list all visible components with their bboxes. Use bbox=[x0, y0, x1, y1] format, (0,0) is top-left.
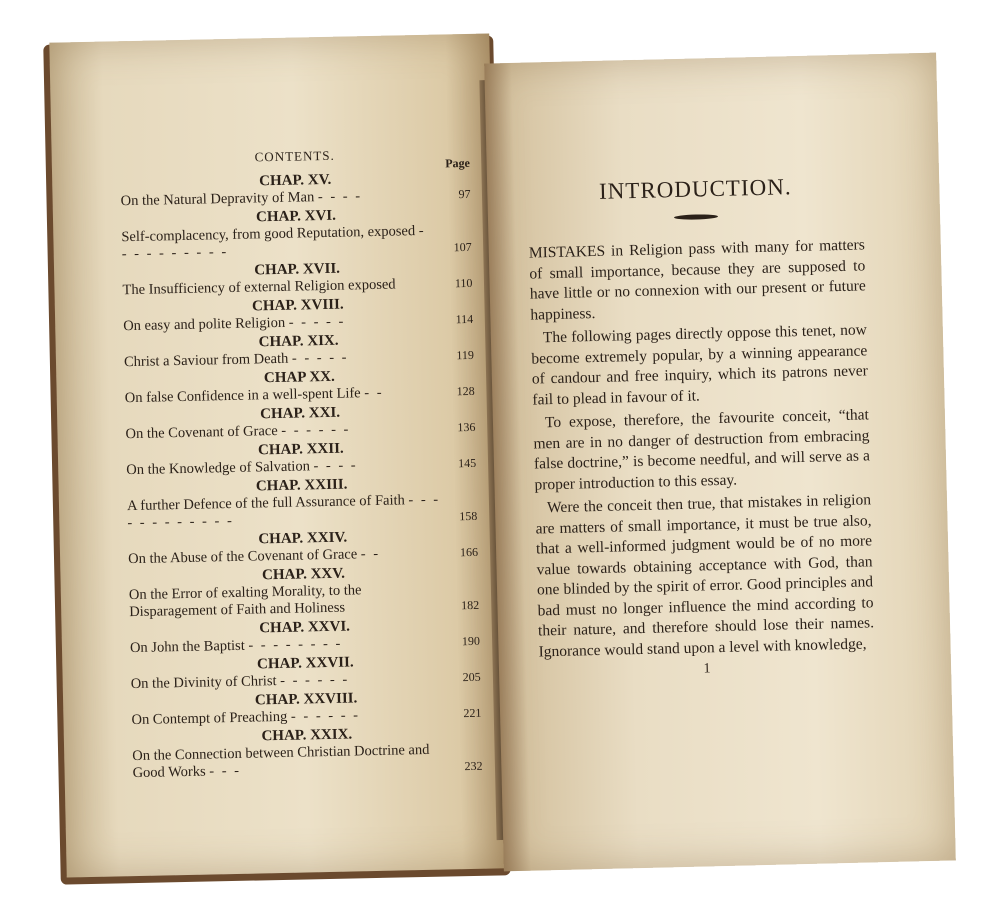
entry-title: The Insufficiency of external Religion exposed bbox=[122, 276, 396, 299]
entry-page-number: 221 bbox=[463, 705, 482, 721]
chapter-heading: CHAP XX. bbox=[263, 368, 335, 387]
entry-leader-dots: - - - bbox=[209, 762, 242, 780]
entry-page-number: 145 bbox=[458, 455, 477, 471]
chapter-heading: CHAP. XVII. bbox=[254, 260, 341, 279]
contents-heading: CONTENTS. bbox=[254, 147, 335, 165]
page-number: 1 bbox=[703, 661, 711, 677]
entry-leader-dots: - - - - - - - - - - bbox=[121, 222, 426, 263]
entry-leader-dots: - - bbox=[364, 384, 384, 402]
entry-title: On the Natural Depravity of Man bbox=[120, 189, 315, 210]
entry-title: On the Abuse of the Covenant of Grace bbox=[127, 546, 358, 568]
paragraph: To expose, therefore, the favourite conceit, “that men are in no danger of destruction from embracing false doctrine,” is become needful, and will serve as a proper introduction to this essay. bbox=[533, 406, 871, 494]
entry-title: On the Covenant of Grace bbox=[125, 423, 278, 443]
chapter-heading: CHAP. XXIV. bbox=[258, 529, 348, 548]
entry-leader-dots: - - - - - - - - bbox=[248, 635, 343, 654]
page-column-label: Page bbox=[445, 155, 471, 171]
paragraph: MISTAKES in Religion pass with many for matters of small importance, because they are supposed to have little or no connexion with our present or future happiness. bbox=[528, 236, 866, 324]
entry-page-number: 128 bbox=[456, 383, 475, 399]
chapter-heading: CHAP. XIX. bbox=[258, 332, 339, 351]
chapter-heading: CHAP. XVI. bbox=[255, 207, 337, 226]
entry-title: On the Error of exalting Morality, to the Disparagement of Faith and Holiness bbox=[128, 582, 362, 621]
entry-page-number: 107 bbox=[453, 239, 472, 255]
entry-leader-dots: - - - - - - bbox=[279, 671, 350, 690]
entry-leader-dots: - - - - bbox=[313, 457, 358, 475]
entry-title: On Contempt of Preaching bbox=[131, 708, 288, 729]
entry-title: On false Confidence in a well-spent Life bbox=[124, 385, 361, 407]
introduction-title: INTRODUCTION. bbox=[598, 174, 792, 204]
chapter-heading: CHAP. XXVIII. bbox=[254, 690, 358, 709]
entry-title: On the Connection between Christian Doctrine and Good Works bbox=[132, 741, 430, 782]
introduction-text bbox=[529, 235, 875, 662]
entry-page-number: 166 bbox=[459, 544, 479, 560]
entry-page-number: 119 bbox=[456, 347, 475, 363]
entry-leader-dots: - - - - bbox=[317, 188, 363, 206]
entry-leader-dots: - - - - - bbox=[288, 313, 346, 331]
ornamental-rule bbox=[674, 214, 718, 220]
entry-page-number: 110 bbox=[454, 275, 473, 291]
introduction-page bbox=[484, 53, 956, 872]
contents-entry bbox=[132, 741, 483, 782]
paragraph: The following pages directly oppose this tenet, now become extremely popular, by a winning appearance of candour and free inquiry, which its patrons never fail to plead in favour of it. bbox=[531, 321, 869, 409]
entry-title: Christ a Saviour from Death bbox=[123, 350, 289, 371]
chapter-heading: CHAP. XXVI. bbox=[259, 618, 351, 637]
entry-leader-dots: - - - - - bbox=[291, 349, 349, 367]
chapter-heading: CHAP. XXIX. bbox=[261, 726, 353, 745]
entry-leader-dots: - - - - - - bbox=[281, 421, 351, 439]
paragraph: Were the conceit then true, that mistakes in religion are matters of small importance, it must be true also, that a well-informed judgment would be of no more value towards obtaining acceptance with God, than one blinded by the spirit of error. Good principles and bad must no longer influence the mind according to their nature, and therefore should lose their names. Ignorance would stand upon a level with knowledge, bbox=[535, 491, 875, 660]
chapter-heading: CHAP. XXIII. bbox=[255, 476, 348, 495]
contents-list bbox=[120, 144, 483, 783]
entry-page-number: 136 bbox=[457, 419, 476, 435]
chapter-heading: CHAP. XXII. bbox=[257, 440, 344, 459]
entry-leader-dots: - - bbox=[360, 545, 381, 563]
chapter-heading: CHAP. XXI. bbox=[260, 404, 341, 423]
entry-title: On the Divinity of Christ bbox=[130, 673, 277, 693]
entry-page-number: 97 bbox=[458, 186, 471, 202]
entry-page-number: 114 bbox=[455, 311, 474, 327]
entry-page-number: 158 bbox=[459, 508, 478, 524]
entry-page-number: 232 bbox=[464, 758, 483, 774]
entry-title: On easy and polite Religion bbox=[123, 314, 286, 335]
entry-leader-dots: - - - - - - - - - - - - bbox=[127, 491, 441, 532]
entry-title: On John the Baptist bbox=[129, 637, 245, 657]
chapter-heading: CHAP. XXVII. bbox=[256, 654, 354, 673]
chapter-heading: CHAP. XVIII. bbox=[251, 296, 344, 315]
contents-entry bbox=[129, 580, 480, 621]
entry-leader-dots: - - - - - - bbox=[290, 707, 361, 725]
entry-title: On the Knowledge of Salvation bbox=[126, 458, 311, 479]
contents-page bbox=[49, 33, 506, 877]
entry-page-number: 190 bbox=[461, 633, 481, 649]
chapter-heading: CHAP. XV. Page bbox=[259, 155, 471, 190]
entry-title: A further Defence of the full Assurance of Faith bbox=[126, 492, 405, 515]
entry-title: Self-complacency, from good Reputation, exposed bbox=[121, 223, 416, 246]
entry-page-number: 205 bbox=[462, 669, 481, 685]
contents-entry bbox=[121, 222, 472, 263]
contents-entry bbox=[127, 491, 478, 532]
chapter-heading: CHAP. XXV. bbox=[261, 565, 346, 584]
introduction-body bbox=[527, 172, 875, 681]
entry-page-number: 182 bbox=[461, 597, 480, 613]
